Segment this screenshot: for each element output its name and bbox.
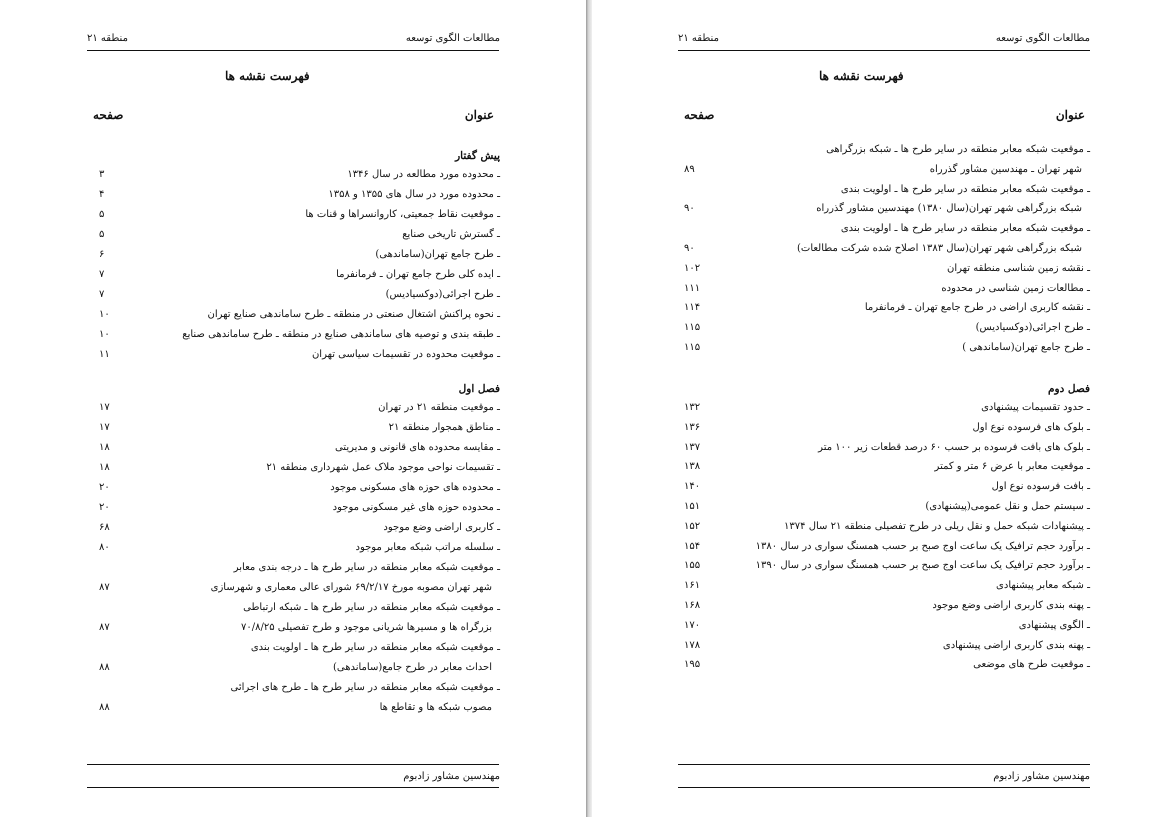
toc-entry-page: ۱۱ <box>99 349 110 360</box>
toc-entry-page: ۱۳۶ <box>684 421 701 433</box>
footer-text: مهندسین مشاور زادبوم <box>993 771 1090 782</box>
footer-rule-bottom <box>678 787 1090 788</box>
toc-entry-title: ـ نحوه پراکنش اشتغال صنعتی در منطقه ـ طرح ساماندهی صنایع تهران <box>207 309 500 320</box>
toc-entry-page: ۱۱۵ <box>684 322 701 334</box>
toc-entry-page: ۱۹۵ <box>684 659 701 671</box>
toc-entry-title: ـ سلسله مراتب شبکه معابر موجود <box>355 542 500 553</box>
toc-entry-page: ۸۹ <box>684 163 695 175</box>
toc-entry-title: ـ بلوک های بافت فرسوده بر حسب ۶۰ درصد قطعات زیر ۱۰۰ متر <box>818 441 1090 453</box>
page-title: فهرست نقشه ها <box>819 69 904 83</box>
toc-entry-page: ۸۸ <box>99 702 110 713</box>
toc-entry-page: ۱۵۲ <box>684 520 701 532</box>
toc-entry-page: ۱۵۴ <box>684 540 701 552</box>
footer-rule-bottom <box>87 787 499 788</box>
section-heading-chapter-2: فصل دوم <box>1048 383 1090 395</box>
toc-entry-page: ۱۸ <box>99 442 110 453</box>
toc-entry-page: ۳ <box>99 169 105 180</box>
toc-entry-page: ۱۷ <box>99 422 110 433</box>
toc-entry-page: ۱۱۱ <box>684 282 701 294</box>
toc-entry-title: ـ محدوده های حوزه های مسکونی موجود <box>330 482 500 493</box>
toc-entry-title: ـ مطالعات زمین شناسی در محدوده <box>941 282 1090 294</box>
toc-entry-title: ـ برآورد حجم ترافیک یک ساعت اوج صبح بر حسب همسنگ سواری در سال ۱۳۸۰ <box>755 540 1090 552</box>
toc-entry-title: ـ نقشه زمین شناسی منطقه تهران <box>947 262 1090 274</box>
footer-rule-top <box>87 764 499 765</box>
column-title-header: عنوان <box>464 108 494 122</box>
toc-entry-page: ۱۷ <box>99 402 110 413</box>
toc-entry-page: ۱۳۷ <box>684 441 701 453</box>
toc-entry-title: ـ طرح اجرائی(دوکسیادیس) <box>975 322 1090 334</box>
toc-entry-title: ـ برآورد حجم ترافیک یک ساعت اوج صبح بر حسب همسنگ سواری در سال ۱۳۹۰ <box>755 560 1090 572</box>
toc-entry-title: احداث معابر در طرح جامع(ساماندهی) <box>332 662 492 673</box>
footer-rule-top <box>678 764 1090 765</box>
page-title: فهرست نقشه ها <box>225 69 310 83</box>
toc-entry-title: ـ موقعیت محدوده در تقسیمات سیاسی تهران <box>311 349 500 360</box>
toc-entry-page: ۱۵۱ <box>684 501 701 512</box>
toc-entry-title: شهر تهران ـ مهندسین مشاور گذرراه <box>929 163 1082 175</box>
toc-entry-title: ـ موقعیت شبکه معابر منطقه در سایر طرح ها ـ شبکه بزرگراهی <box>826 144 1090 155</box>
toc-entry-title: ـ موقعیت شبکه معابر منطقه در سایر طرح ها ـ شبکه ارتباطی <box>243 602 500 613</box>
toc-entry-page: ۱۸ <box>99 462 110 473</box>
toc-entry-title: ـ طرح جامع تهران(ساماندهی ) <box>962 342 1090 353</box>
toc-entry-title: مصوب شبکه ها و تقاطع ها <box>379 702 492 713</box>
toc-entry-title: ـ حدود تقسیمات پیشنهادی <box>981 402 1090 413</box>
toc-entry-title: ـ محدوده حوزه های غیر مسکونی موجود <box>332 502 500 513</box>
toc-entry-title: ـ ایده کلی طرح جامع تهران ـ فرمانفرما <box>336 269 500 280</box>
toc-entry-title: ـ موقعیت شبکه معابر منطقه در سایر طرح ها ـ درجه بندی معابر <box>233 562 500 573</box>
toc-entry-title: ـ تقسیمات نواحی موجود ملاک عمل شهرداری منطقه ۲۱ <box>266 462 500 473</box>
toc-entry-title: ـ مقایسه محدوده های قانونی و مدیریتی <box>334 442 500 453</box>
toc-entry-page: ۱۷۸ <box>684 639 701 651</box>
toc-entry-title: ـ پهنه بندی کاربری اراضی وضع موجود <box>932 600 1090 611</box>
header-rule <box>87 50 499 51</box>
header-region: منطقه ۲۱ <box>87 33 128 44</box>
toc-entry-title: ـ طرح اجرائی(دوکسیادیس) <box>385 289 500 300</box>
toc-entry-page: ۱۱۵ <box>684 342 701 353</box>
toc-entry-page: ۱۳۸ <box>684 461 701 473</box>
toc-entry-title: ـ پهنه بندی کاربری اراضی پیشنهادی <box>942 639 1090 651</box>
toc-entry-page: ۸۷ <box>99 622 110 633</box>
column-page-header: صفحه <box>93 108 124 122</box>
toc-entry-title: ـ طرح جامع تهران(ساماندهی) <box>375 249 500 260</box>
toc-entry-title: ـ شبکه معابر پیشنهادی <box>996 580 1090 592</box>
toc-entry-title: ـ کاربری اراضی وضع موجود <box>383 522 500 533</box>
toc-entry-title: ـ الگوی پیشنهادی <box>1018 619 1090 631</box>
toc-entry-title: ـ پیشنهادات شبکه حمل و نقل ریلی در طرح تفصیلی منطقه ۲۱ سال ۱۳۷۴ <box>784 520 1090 532</box>
toc-entry-page: ۱۶۸ <box>684 600 701 611</box>
toc-entry-page: ۹۰ <box>684 203 695 215</box>
toc-entry-page: ۶ <box>99 249 105 260</box>
toc-entry-page: ۱۶۱ <box>684 580 701 592</box>
toc-entry-page: ۶۸ <box>99 522 110 533</box>
toc-entry-page: ۸۷ <box>99 582 110 593</box>
toc-entry-title: ـ موقعیت معابر با عرض ۶ متر و کمتر <box>934 461 1090 473</box>
toc-entry-page: ۱۰ <box>99 329 110 340</box>
toc-entry-title: ـ بلوک های فرسوده نوع اول <box>972 421 1090 433</box>
section-heading-preface: پیش گفتار <box>455 150 500 162</box>
toc-entry-title: ـ گسترش تاریخی صنایع <box>402 229 500 240</box>
toc-entry-page: ۸۰ <box>99 542 110 553</box>
toc-entry-title: ـ موقعیت شبکه معابر منطقه در سایر طرح ها ـ اولویت بندی <box>840 183 1090 195</box>
toc-entry-page: ۲۰ <box>99 502 110 513</box>
toc-entry-page: ۷ <box>99 269 105 280</box>
toc-entry-page: ۵ <box>99 209 105 220</box>
toc-entry-title: ـ محدوده مورد در سال های ۱۳۵۵ و ۱۳۵۸ <box>328 189 500 200</box>
toc-entry-page: ۵ <box>99 229 105 240</box>
toc-entry-title: ـ نقشه کاربری اراضی در طرح جامع تهران ـ فرمانفرما <box>864 302 1090 314</box>
toc-entry-title: ـ بافت فرسوده نوع اول <box>991 481 1090 493</box>
toc-entry-page: ۱۵۵ <box>684 560 701 572</box>
header-region: منطقه ۲۱ <box>678 33 719 44</box>
right-page <box>592 0 1172 817</box>
toc-entry-page: ۱۳۲ <box>684 402 701 413</box>
toc-entry-title: ـ موقعیت منطقه ۲۱ در تهران <box>378 402 500 413</box>
toc-entry-page: ۹۰ <box>684 243 695 254</box>
toc-entry-page: ۷ <box>99 289 105 300</box>
toc-entry-title: بزرگراه ها و مسیرها شریانی موجود و طرح تفصیلی ۷۰/۸/۲۵ <box>240 622 492 633</box>
toc-entry-page: ۸۸ <box>99 662 110 673</box>
toc-entry-page: ۲۰ <box>99 482 110 493</box>
toc-entry-page: ۱۰۲ <box>684 262 701 274</box>
toc-entry-title: ـ سیستم حمل و نقل عمومی(پیشنهادی) <box>925 501 1090 512</box>
header-rule <box>678 50 1090 51</box>
toc-entry-title: ـ موقعیت شبکه معابر منطقه در سایر طرح ها ـ اولویت بندی <box>250 642 500 653</box>
toc-entry-page: ۱۱۴ <box>684 302 701 314</box>
toc-entry-title: شبکه بزرگراهی شهر تهران(سال ۱۳۸۳ اصلاح شده شرکت مطالعات) <box>797 243 1082 254</box>
footer-text: مهندسین مشاور زادبوم <box>403 771 500 782</box>
toc-entry-page: ۴ <box>99 189 105 200</box>
toc-entry-title: ـ موقعیت شبکه معابر منطقه در سایر طرح ها ـ طرح های اجرائی <box>230 682 500 693</box>
toc-entry-page: ۱۷۰ <box>684 619 701 631</box>
toc-entry-title: ـ طبقه بندی و توصیه های ساماندهی صنایع در منطقه ـ طرح ساماندهی صنایع <box>182 329 500 340</box>
toc-entry-page: ۱۰ <box>99 309 110 320</box>
header-title: مطالعات الگوی توسعه <box>405 33 500 44</box>
toc-entry-title: ـ موقعیت نقاط جمعیتی، کاروانسراها و قنات ها <box>305 209 500 220</box>
toc-entry-title: ـ مناطق همجوار منطقه ۲۱ <box>388 422 500 433</box>
toc-entry-title: ـ موقعیت شبکه معابر منطقه در سایر طرح ها ـ اولویت بندی <box>840 223 1090 235</box>
toc-entry-title: ـ محدوده مورد مطالعه در سال ۱۳۴۶ <box>347 169 500 180</box>
toc-entry-page: ۱۴۰ <box>684 481 701 493</box>
section-heading-chapter-1: فصل اول <box>458 383 500 395</box>
column-page-header: صفحه <box>684 108 715 122</box>
toc-entry-title: شهر تهران مصوبه مورخ ۶۹/۲/۱۷ شورای عالی معماری و شهرسازی <box>210 582 492 593</box>
header-title: مطالعات الگوی توسعه <box>995 33 1090 44</box>
toc-entry-title: ـ موقعیت طرح های موضعی <box>973 659 1090 671</box>
column-title-header: عنوان <box>1055 108 1085 122</box>
toc-entry-title: شبکه بزرگراهی شهر تهران(سال ۱۳۸۰) مهندسین مشاور گذرراه <box>816 203 1082 215</box>
